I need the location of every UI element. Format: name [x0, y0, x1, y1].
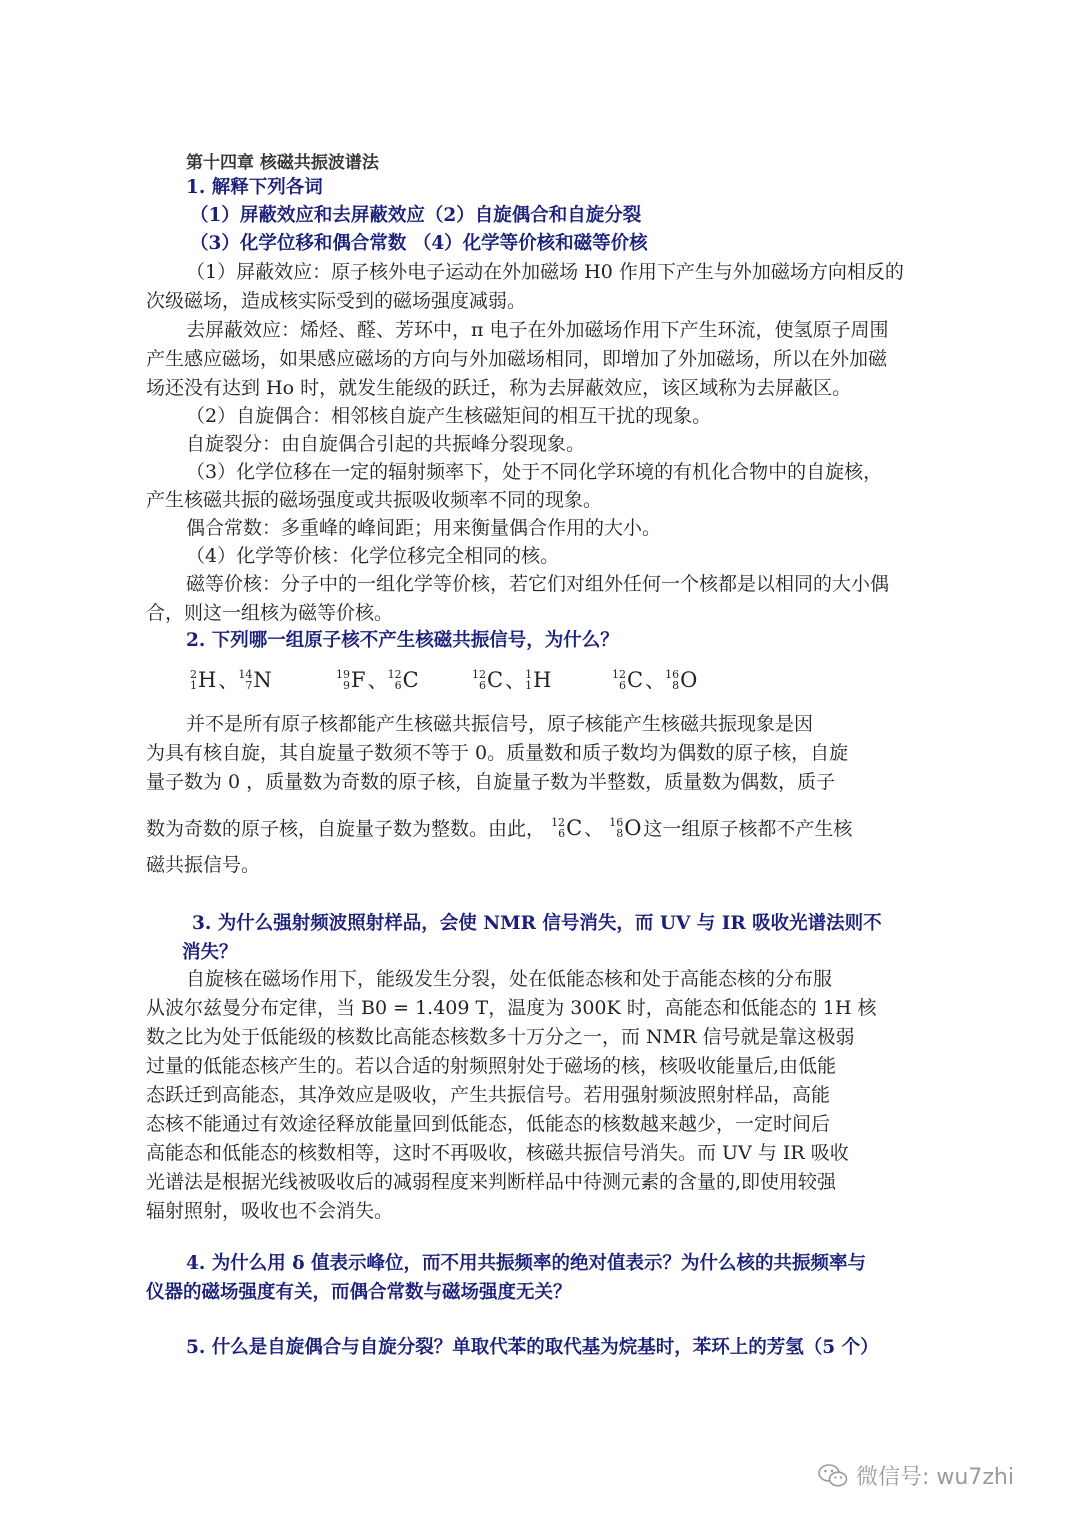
nuclei-group-1: 2 1 H 、 14 7 N — [190, 667, 272, 692]
q3-line: 数之比为处于低能级的核数比高能态核数多十万分之一，而 NMR 信号就是靠这极弱 — [146, 1026, 855, 1048]
q2-line: 并不是所有原子核都能产生核磁共振信号，原子核能产生核磁共振现象是因 — [186, 713, 814, 735]
watermark-text: 微信号: wu7zhi — [856, 1465, 1014, 1490]
q3-heading: 3. 为什么强射频波照射样品，会使 NMR 信号消失，而 UV 与 IR 吸收光谱法则不 — [192, 913, 882, 934]
q3-line: 辐射照射，吸收也不会消失。 — [146, 1200, 394, 1222]
q3-line: 高能态和低能态的核数相等，这时不再吸收，核磁共振信号消失。而 UV 与 IR 吸收 — [146, 1142, 849, 1164]
q1-line: 产生感应磁场，如果感应磁场的方向与外加磁场相同，即增加了外加磁场，所以在外加磁 — [146, 348, 888, 370]
q2-line: 量子数为 0 ，质量数为奇数的原子核，自旋量子数为半整数，质量数为偶数，质子 — [146, 771, 836, 793]
q3-line: 态跃迁到高能态，其净效应是吸收，产生共振信号。若用强射频波照射样品，高能 — [146, 1084, 831, 1106]
q1-line: 合，则这一组核为磁等价核。 — [146, 602, 394, 624]
q1-line: （2）自旋偶合：相邻核自旋产生核磁矩间的相互干扰的现象。 — [186, 405, 712, 427]
q3-line: 光谱法是根据光线被吸收后的减弱程度来判断样品中待测元素的含量的,即使用较强 — [146, 1171, 837, 1193]
q1-line: 磁等价核：分子中的一组化学等价核，若它们对组外任何一个核都是以相同的大小偶 — [186, 573, 890, 595]
nuclei-group-2: 19 9 F 、 12 6 C — [336, 667, 419, 692]
q1-line: 自旋裂分：由自旋偶合引起的共振峰分裂现象。 — [186, 433, 586, 455]
q1-heading: 1. 解释下列各词 — [186, 177, 323, 198]
q1-line: （4）化学等价核：化学位移完全相同的核。 — [186, 545, 560, 567]
q1-line: （3）化学位移在一定的辐射频率下，处于不同化学环境的有机化合物中的自旋核， — [186, 461, 883, 483]
nuclei-group-4: 12 6 C 、 16 8 O — [612, 667, 698, 692]
q1-line: 产生核磁共振的磁场强度或共振吸收频率不同的现象。 — [146, 489, 603, 511]
q5-heading: 5. 什么是自旋偶合与自旋分裂？单取代苯的取代基为烷基时，苯环上的芳氢（5 个） — [186, 1337, 879, 1358]
q3-line: 从波尔兹曼分布定律，当 B0 = 1.409 T，温度为 300K 时，高能态和低能态的 1H 核 — [146, 997, 877, 1019]
q3-heading-cont: 消失？ — [182, 942, 238, 963]
q2-heading: 2. 下列哪一组原子核不产生核磁共振信号，为什么？ — [186, 630, 619, 651]
q3-line: 自旋核在磁场作用下，能级发生分裂，处在低能态核和处于高能态核的分布服 — [186, 968, 833, 990]
q1-line: 场还没有达到 Ho 时，就发生能级的跃迁，称为去屏蔽效应，该区域称为去屏蔽区。 — [146, 377, 852, 399]
q1-line: 偶合常数：多重峰的峰间距；用来衡量偶合作用的大小。 — [186, 517, 662, 539]
q1-line: （1）屏蔽效应：原子核外电子运动在外加磁场 H0 作用下产生与外加磁场方向相反的 — [186, 261, 904, 283]
chapter-title: 第十四章 核磁共振波谱法 — [186, 153, 379, 173]
q3-line: 过量的低能态核产生的。若以合适的射频照射处于磁场的核，核吸收能量后,由低能 — [146, 1055, 837, 1077]
q1-subheading-2: （3）化学位移和偶合常数 （4）化学等价核和磁等价核 — [190, 233, 648, 254]
q2-line: 为具有核自旋，其自旋量子数须不等于 0。质量数和质子数均为偶数的原子核，自旋 — [146, 742, 849, 764]
nuclei-group-3: 12 6 C 、 1 1 H — [472, 667, 552, 692]
q1-subheading-1: （1）屏蔽效应和去屏蔽效应（2）自旋偶合和自旋分裂 — [190, 205, 642, 226]
q2-line-4: 数为奇数的原子核，自旋量子数为整数。由此， 12 6 C 、 16 8 O 这一组原子核都不产生核 — [146, 816, 853, 840]
q3-line: 态核不能通过有效途径释放能量回到低能态，低能态的核数越来越少，一定时间后 — [146, 1113, 831, 1135]
q2-line: 磁共振信号。 — [146, 854, 261, 876]
q4-heading: 4. 为什么用 δ 值表示峰位，而不用共振频率的绝对值表示？为什么核的共振频率与 — [186, 1253, 866, 1274]
wechat-watermark — [818, 1460, 1014, 1491]
wechat-icon — [818, 1463, 848, 1489]
q4-heading-cont: 仪器的磁场强度有关，而偶合常数与磁场强度无关？ — [146, 1282, 572, 1303]
q1-line: 次级磁场，造成核实际受到的磁场强度减弱。 — [146, 290, 527, 312]
q1-line: 去屏蔽效应：烯烃、醛、芳环中，π 电子在外加磁场作用下产生环流，使氢原子周围 — [186, 319, 889, 341]
